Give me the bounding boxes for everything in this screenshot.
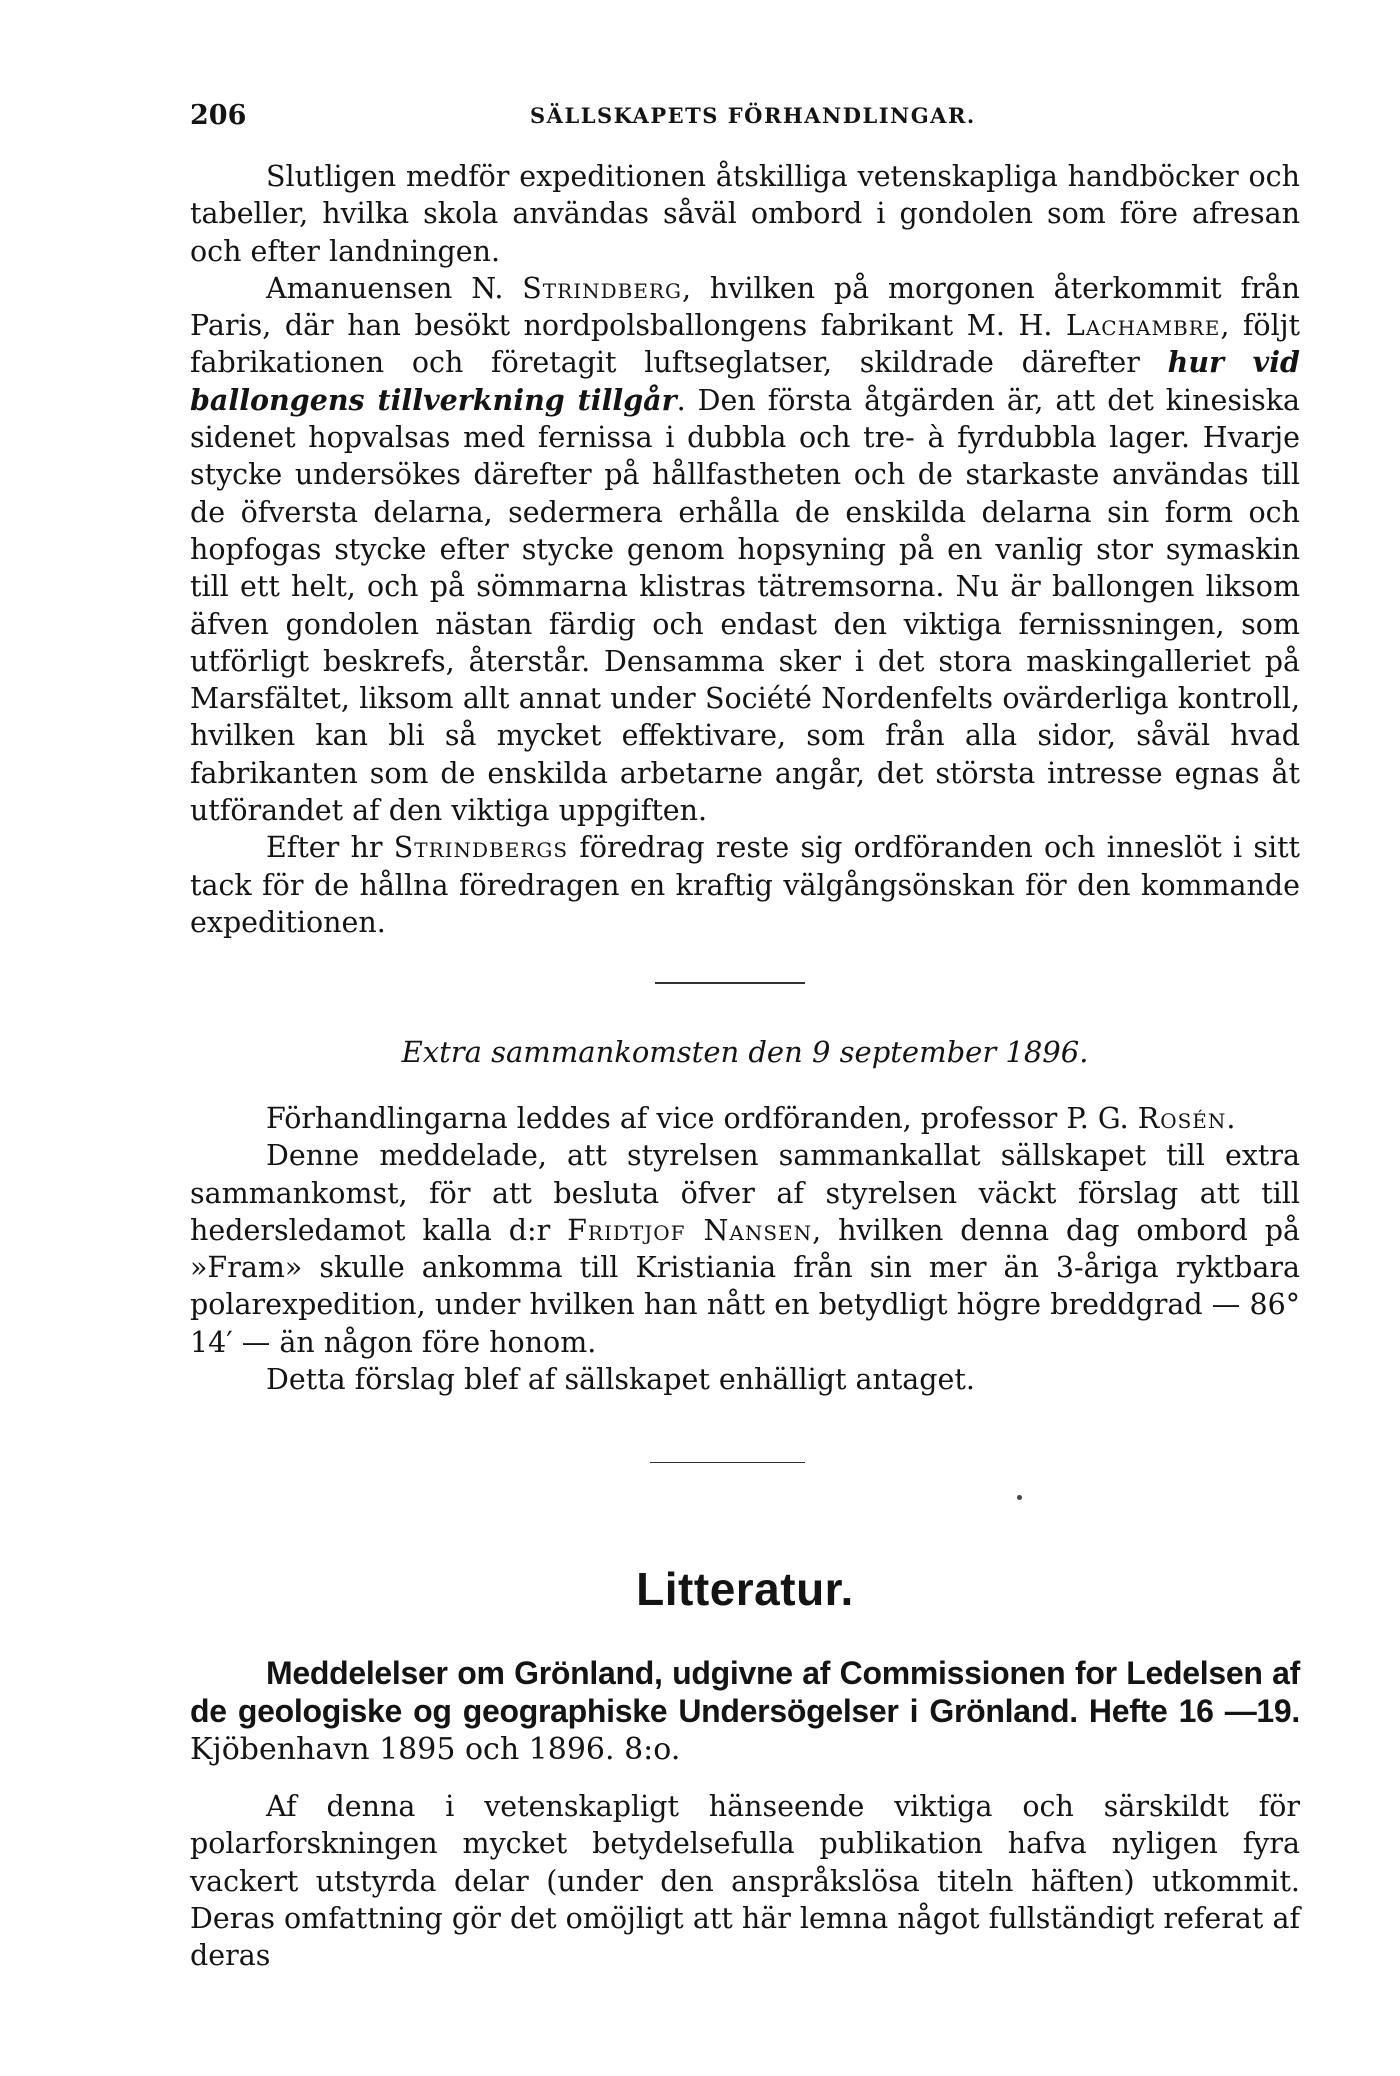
paragraph-chairman-thanks: Efter hr Strindbergs föredrag reste sig ordföranden och inneslöt i sitt tack för de hållna föredragen en kraftig välgångsönskan för den kommande expeditionen. [190, 831, 1300, 939]
paragraph-adopted: Detta förslag blef af sällskapet enhälligt antaget. [266, 1363, 975, 1397]
running-title: SÄLLSKAPETS FÖRHANDLINGAR. [530, 103, 976, 128]
paragraph-nansen-proposal: Denne meddelade, att styrelsen sammankallat sällskapet till extra sammankomst, för att besluta öfver af styrelsen väckt förslag att till hedersledamot kalla d:r Fridtjof Nansen, hvilken denna dag ombord på »Fram» skulle ankomma till Kristiania från sin mer än 3-åriga ryktbara polarexpedition, under hvilken han nått en betydligt högre breddgrad — 86° 14′ — än någon före honom. [190, 1139, 1300, 1359]
paragraph-handbooks: Slutligen medför expeditionen åtskilliga vetenskapliga handböcker och tabeller, hvilka skola användas såväl ombord i gondolen som före afresan och efter landningen. [190, 160, 1300, 268]
paragraph-strindberg-report: Amanuensen N. Strindberg, hvilken på morgonen återkommit från Paris, där han besökt nordpolsballongens fabrikant M. H. Lachambre, följt fabrikationen och företagit luftseglatser, skildrade därefter hur vid ballongens tillverkning tillgår. Den första åtgärden är, att det kinesiska sidenet hopvalsas med fernissa i dubbla och tre- à fyrdubbla lager. Hvarje stycke undersökes därefter på hållfastheten och de starkaste användas till de öfversta delarna, sedermera erhålla de enskilda delarna sin form och hopfogas stycke efter stycke genom hopsyning på en vanlig stor symaskin till ett helt, och på sömmarna klistras tätremsorna. Nu är ballongen liksom äfven gondolen nästan färdig och endast den viktiga fernissningen, som utförligt beskrefs, återstår. Densamma sker i det stora maskingalleriet på Marsfältet, liksom allt annat under Société Nordenfelts ovärderliga kontroll, hvilken kan bli så mycket effektivare, som från alla sidor, såväl hvad fabrikanten som de enskilda arbetarne angår, det största intresse egnas åt utförandet af den viktiga uppgiften. [190, 271, 1300, 828]
section-title: Extra sammankomsten den 9 september 1896. [401, 1035, 1089, 1069]
meeting-text-block [190, 1100, 1300, 1398]
print-speck [1017, 1495, 1022, 1500]
literature-block [190, 1655, 1300, 1974]
paragraph-review: Af denna i vetenskapligt hänseende viktiga och särskildt för polarforskningen mycket betydelsefulla publikation hafva nyligen fyra vackert utstyrda delar (under den anspråkslösa titeln häften) utkommit. Deras omfattning gör det omöjligt att här lemna något fullständigt referat af deras [190, 1790, 1300, 1973]
emphasis-topic: hur vid ballongens tillverkning tillgår [190, 345, 1300, 417]
person-name: Strindbergs [393, 831, 569, 865]
person-name: Fridtjof Nansen [567, 1213, 813, 1247]
literature-title: Litteratur. [636, 1563, 854, 1615]
literature-heading [190, 1562, 1300, 1616]
running-header [190, 100, 1300, 140]
section-divider [650, 1462, 805, 1463]
person-name: Strindberg [522, 271, 682, 305]
section-divider [655, 982, 805, 984]
main-text-block [190, 158, 1300, 941]
page-number: 206 [190, 100, 247, 131]
bibliographic-entry [190, 1655, 1300, 1768]
publication-details: Kjöbenhavn 1895 och 1896. 8:o. [190, 1732, 681, 1767]
person-name: Lachambre [1065, 309, 1221, 343]
paragraph-chairmanship: Förhandlingarna leddes af vice ordföranden, professor P. G. Rosén. [266, 1102, 1236, 1135]
person-name: Rosén [1137, 1102, 1227, 1135]
section-heading [190, 1035, 1300, 1069]
publication-title: Meddelelser om Grönland, udgivne af Commissionen for Ledelsen af de geologiske og geographiske Undersögelser i Grönland. Hefte 16 —19. [190, 1655, 1300, 1729]
